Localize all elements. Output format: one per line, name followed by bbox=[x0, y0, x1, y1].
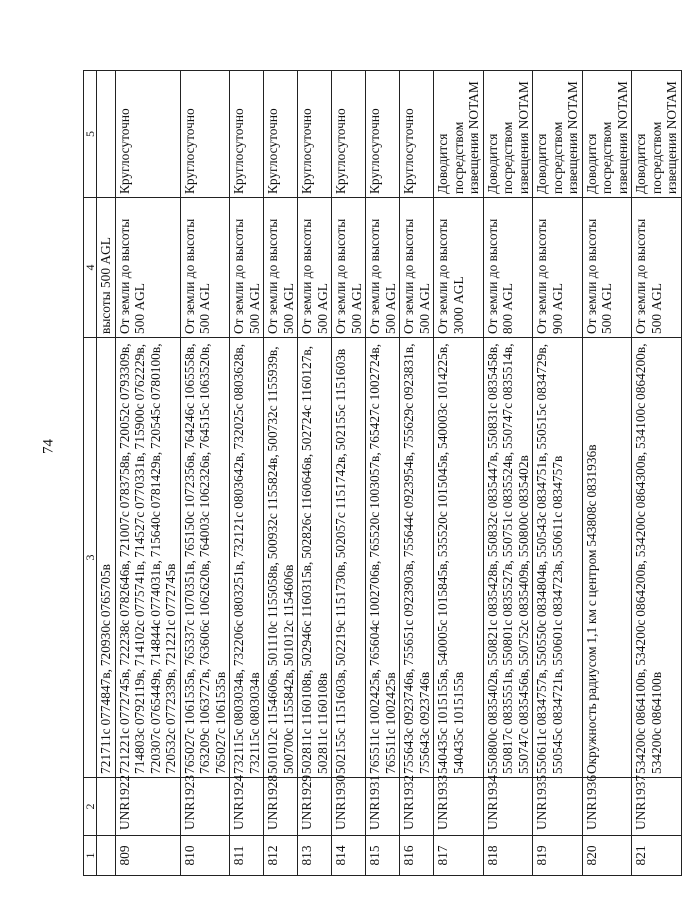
table-row bbox=[632, 71, 682, 876]
restricted-zones-table bbox=[83, 70, 682, 876]
zone-time: Круглосуточно bbox=[332, 71, 366, 198]
zone-code: UNR1928 bbox=[264, 778, 298, 836]
zone-time: Доводится посредством извещения NOTAM bbox=[434, 71, 484, 198]
zone-code: UNR1931 bbox=[366, 778, 400, 836]
row-number: 819 bbox=[533, 836, 583, 876]
zone-time: Круглосуточно bbox=[366, 71, 400, 198]
table-row bbox=[483, 71, 533, 876]
zone-code: UNR1936 bbox=[582, 778, 632, 836]
zone-coordinates: 765027c 1061535в, 765337c 1070351в, 765150c 1072356в, 764246c 1065558в, 763209c 1063727в, 763606c 1062620в, 764003c 1062326в, 764515c 1063520в, 765027c 1061535в bbox=[180, 338, 230, 778]
row-number: 811 bbox=[230, 836, 264, 876]
page-number: 74 bbox=[40, 439, 57, 454]
header-row bbox=[84, 71, 97, 876]
zone-coordinates: 721711c 0774847в, 720930c 0765705в bbox=[97, 338, 116, 778]
zone-coordinates: 501012c 1154606в, 501110c 1155058в, 500932c 1155824в, 500732c 1155939в, 500700c 1155842в, 501012c 1154606в bbox=[264, 338, 298, 778]
zone-time: Доводится посредством извещения NOTAM bbox=[632, 71, 682, 198]
zone-coordinates: 755643c 0923746в, 755651c 0923903в, 755644c 0923954в, 755629c 0923831в, 755643c 0923746в bbox=[400, 338, 434, 778]
table-row bbox=[434, 71, 484, 876]
table-row bbox=[298, 71, 332, 876]
zone-coordinates: 540435c 1015155в, 540005c 1015845в, 535520c 1015045в, 540003c 1014225в, 540435c 1015155в bbox=[434, 338, 484, 778]
zone-code: UNR1934 bbox=[483, 778, 533, 836]
table-row bbox=[180, 71, 230, 876]
zone-limits: От земли до высоты 900 AGL bbox=[533, 198, 583, 338]
zone-limits: От земли до высоты 500 AGL bbox=[298, 198, 332, 338]
zone-code: UNR1922 bbox=[115, 778, 180, 836]
table-row bbox=[115, 71, 180, 876]
row-number: 813 bbox=[298, 836, 332, 876]
row-number: 814 bbox=[332, 836, 366, 876]
zone-limits: От земли до высоты 500 AGL bbox=[366, 198, 400, 338]
zone-limits: От земли до высоты 500 AGL bbox=[582, 198, 632, 338]
table-row bbox=[400, 71, 434, 876]
zone-code bbox=[97, 778, 116, 836]
zone-code: UNR1932 bbox=[400, 778, 434, 836]
zone-time: Круглосуточно bbox=[264, 71, 298, 198]
zone-time: Круглосуточно bbox=[115, 71, 180, 198]
zone-limits: От земли до высоты 500 AGL bbox=[332, 198, 366, 338]
zone-coordinates: 721221c 0772745в, 722238c 0782646в, 721007c 0783758в, 720052c 0793309в, 714803c 0792119в, 714102c 0775741в, 714527c 0770331в, 715900c 0762229в, 720307c 0765449в, 714844c 0774031в, 715640c 0781429в, 720545c 0780100в, 720532c 0772339в, 721221c 0772745в bbox=[115, 338, 180, 778]
zone-limits: От земли до высоты 500 AGL bbox=[632, 198, 682, 338]
row-number bbox=[97, 836, 116, 876]
zone-code: UNR1935 bbox=[533, 778, 583, 836]
zone-coordinates: 550611c 0834757в, 550550c 0834804в, 550543c 0834751в, 550515c 0834729в, 550545c 0834721в, 550601c 0834723в, 550611c 0834757в bbox=[533, 338, 583, 778]
table-row bbox=[97, 71, 116, 876]
zone-time bbox=[97, 71, 116, 198]
zone-time: Круглосуточно bbox=[180, 71, 230, 198]
row-number: 810 bbox=[180, 836, 230, 876]
table-row bbox=[264, 71, 298, 876]
table-row bbox=[332, 71, 366, 876]
zone-code: UNR1923 bbox=[180, 778, 230, 836]
zone-coordinates: 732115c 0803034в, 732206c 0803251в, 732121c 0803642в, 732025c 0803628в, 732115c 0803034в bbox=[230, 338, 264, 778]
row-number: 812 bbox=[264, 836, 298, 876]
zone-limits: От земли до высоты 500 AGL bbox=[115, 198, 180, 338]
zone-limits: От земли до высоты 500 AGL bbox=[400, 198, 434, 338]
row-number: 816 bbox=[400, 836, 434, 876]
table-row bbox=[582, 71, 632, 876]
header-col-2: 2 bbox=[84, 778, 97, 836]
zone-time: Доводится посредством извещения NOTAM bbox=[483, 71, 533, 198]
row-number: 809 bbox=[115, 836, 180, 876]
zone-limits: От земли до высоты 3000 AGL bbox=[434, 198, 484, 338]
zone-coordinates: 765511c 1002425в, 765604c 1002706в, 765520c 1003057в, 765427c 1002724в, 765511c 1002425в bbox=[366, 338, 400, 778]
zone-limits: От земли до высоты 500 AGL bbox=[230, 198, 264, 338]
zone-coordinates: 550800c 0835402в, 550821c 0835428в, 550832c 0835447в, 550831c 0835458в, 550817c 0835551в, 550801c 0835527в, 550751c 0835524в, 550747c 0835514в, 550747c 0835456в, 550752c 0835409в, 550800c 0835402в bbox=[483, 338, 533, 778]
header-col-3: 3 bbox=[84, 338, 97, 778]
zone-time: Круглосуточно bbox=[400, 71, 434, 198]
zone-coordinates: Окружность радиусом 1,1 км с центром 543808c 0831936в bbox=[582, 338, 632, 778]
table-row bbox=[366, 71, 400, 876]
zone-time: Доводится посредством извещения NOTAM bbox=[582, 71, 632, 198]
zone-time: Круглосуточно bbox=[298, 71, 332, 198]
row-number: 820 bbox=[582, 836, 632, 876]
header-col-4: 4 bbox=[84, 198, 97, 338]
zone-code: UNR1929 bbox=[298, 778, 332, 836]
table-row bbox=[230, 71, 264, 876]
zone-code: UNR1937 bbox=[632, 778, 682, 836]
zone-limits: От земли до высоты 500 AGL bbox=[264, 198, 298, 338]
zone-limits: От земли до высоты 500 AGL bbox=[180, 198, 230, 338]
row-number: 821 bbox=[632, 836, 682, 876]
zone-coordinates: 534200c 0864100в, 534200c 0864200в, 534200c 0864300в, 534100c 0864200в, 534200c 0864100в bbox=[632, 338, 682, 778]
zone-code: UNR1933 bbox=[434, 778, 484, 836]
row-number: 815 bbox=[366, 836, 400, 876]
zone-limits: высоты 500 AGL bbox=[97, 198, 116, 338]
zone-coordinates: 502811c 1160108в, 502946c 1160315в, 502826c 1160646в, 502724c 1160127в, 502811c 1160108в bbox=[298, 338, 332, 778]
zone-time: Доводится посредством извещения NOTAM bbox=[533, 71, 583, 198]
zone-limits: От земли до высоты 800 AGL bbox=[483, 198, 533, 338]
zone-time: Круглосуточно bbox=[230, 71, 264, 198]
header-col-1: 1 bbox=[84, 836, 97, 876]
row-number: 817 bbox=[434, 836, 484, 876]
row-number: 818 bbox=[483, 836, 533, 876]
table-row bbox=[533, 71, 583, 876]
zone-code: UNR1930 bbox=[332, 778, 366, 836]
zone-code: UNR1924 bbox=[230, 778, 264, 836]
rotated-table-container bbox=[83, 71, 679, 876]
zone-coordinates: 502155c 1151603в, 502219c 1151730в, 502057c 1151742в, 502155c 1151603в bbox=[332, 338, 366, 778]
header-col-5: 5 bbox=[84, 71, 97, 198]
